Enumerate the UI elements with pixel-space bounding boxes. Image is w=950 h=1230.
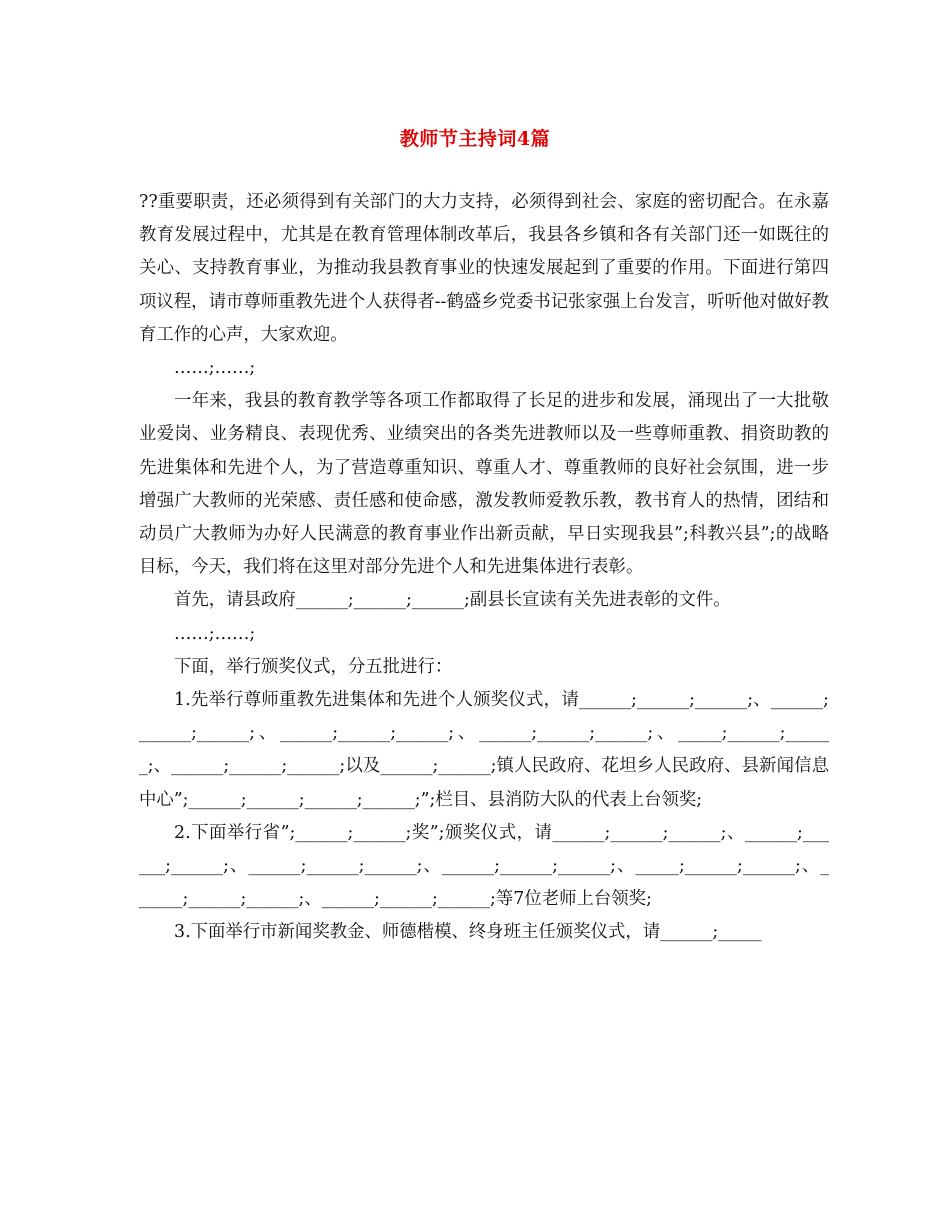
ellipsis-separator: ……;……; bbox=[174, 358, 256, 379]
paragraph-award-intro: 下面，举行颁奖仪式，分五批进行： bbox=[174, 656, 453, 677]
list-item-award-1: 1.先举行尊师重教先进集体和先进个人颁奖仪式，请______;______;______;、______;______;______;、______;______;______;、______;______;______;、_____;______;______;、______;______;______;以及______;______;镇人民政府、花坦乡人民政府、县新闻信息中心”;______;______;______;______;”;栏目、县消防大队的代表上台领奖; bbox=[139, 690, 829, 810]
paragraph-summary: 一年来，我县的教育教学等各项工作都取得了长足的进步和发展，涌现出了一大批敬业爱岗、业务精良、表现优秀、业绩突出的各类先进教师以及一些尊师重教、捐资助教的先进集体和先进个人，为了营造尊重知识、尊重人才、尊重教师的良好社会氛围，进一步增强广大教师的光荣感、责任感和使命感，激发教师爱教乐教，教书育人的热情，团结和动员广大教师为办好人民满意的教育事业作出新贡献，早日实现我县”;科教兴县”;的战略目标，今天，我们将在这里对部分先进个人和先进集体进行表彰。 bbox=[139, 391, 829, 578]
document-title: 教师节主持词4篇 bbox=[399, 128, 551, 150]
ellipsis-separator: ……;……; bbox=[174, 623, 256, 644]
list-item-award-2: 2.下面举行省”;______;______;奖”;颁奖仪式，请______;______;______;、______;______;______;、______;______;______;、______;______;______;、_____;______;______;、______;______;______;、______;______;______;等7位老师上台领奖; bbox=[139, 822, 829, 910]
document-body bbox=[139, 186, 829, 950]
paragraph-continuation: ??重要职责，还必须得到有关部门的大力支持，必须得到社会、家庭的密切配合。在永嘉教育发展过程中，尤其是在教育管理体制改革后，我县各乡镇和各有关部门还一如既往的关心、支持教育事业，为推动我县教育事业的快速发展起到了重要的作用。下面进行第四项议程，请市尊师重教先进个人获得者--鹤盛乡党委书记张家强上台发言，听听他对做好教育工作的心声，大家欢迎。 bbox=[139, 192, 829, 345]
list-item-award-3: 3.下面举行市新闻奖教金、师德楷模、终身班主任颁奖仪式，请______;_____ bbox=[174, 922, 762, 943]
paragraph-first-step: 首先，请县政府______;______;______;副县长宣读有关先进表彰的文件。 bbox=[174, 590, 731, 611]
